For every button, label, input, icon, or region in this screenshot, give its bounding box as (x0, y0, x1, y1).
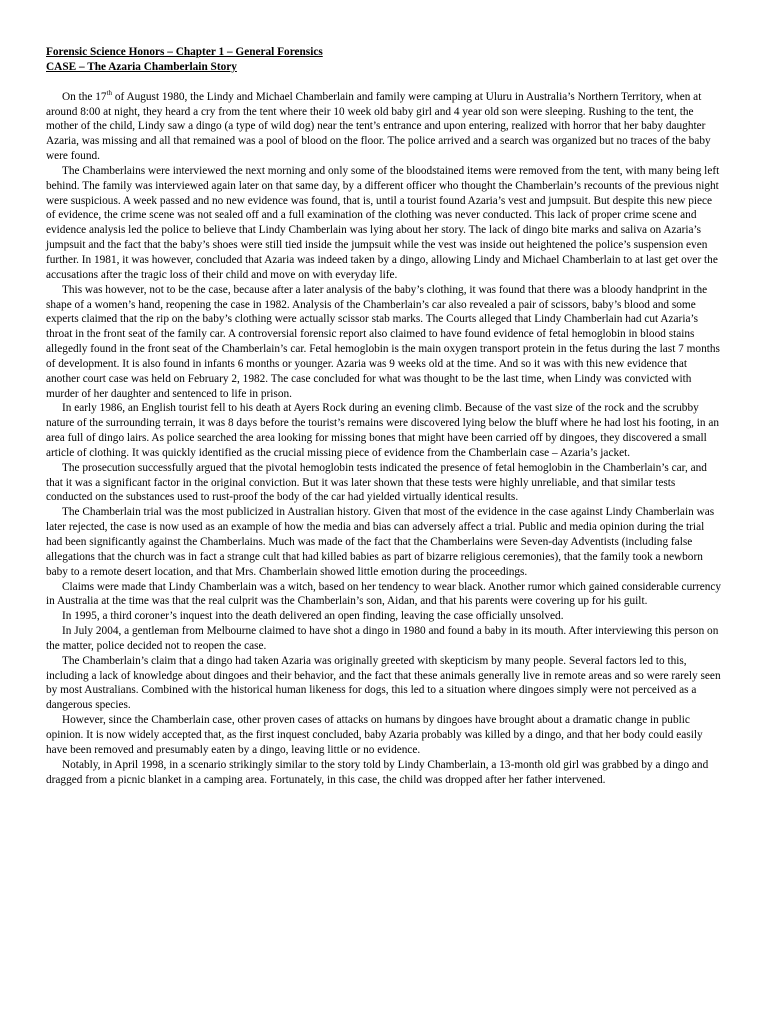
paragraph-6: The Chamberlain trial was the most publicized in Australian history. Given that most of the evidence in the case against Lindy Chamberlain was later rejected, the case is now used as an example of how the media and bias can adversely affect a trial. Public and media opinion during the trial had been significantly against the Chamberlains. Much was made of the fact that the Chamberlains were Seven-day Adventists (including false allegations that the church was in fact a strange cult that had killed babies as part of bizarre religious ceremonies), that the family took a newborn baby to a remote desert location, and that Mrs. Chamberlain showed little emotion during the proceedings. (46, 506, 715, 578)
paragraph-12: Notably, in April 1998, in a scenario strikingly similar to the story told by Lindy Chamberlain, a 13-month old girl was grabbed by a dingo and dragged from a picnic blanket in a camping area. Fortunately, in this case, the child was dropped after her father intervened. (46, 758, 709, 786)
case-title: CASE – The Azaria Chamberlain Story (46, 60, 237, 73)
paragraph-1-rest: of August 1980, the Lindy and Michael Chamberlain and family were camping at Uluru in Australia’s Northern Territory, when at around 8:00 at night, they heard a cry from the tent where their 10 week old baby girl and 4 year old son were sleeping. Rushing to the tent, the mother of the child, Lindy saw a dingo (a type of wild dog) near the tent’s entrance and upon entering, realized with horror that her baby daughter Azaria, was missing and all that remained was a pool of blood on the floor. The police arrived and a search was organized but no traces of the baby were found. (46, 90, 711, 163)
paragraph-9: In July 2004, a gentleman from Melbourne claimed to have shot a dingo in 1980 and found a baby in its mouth. After interviewing this person on the matter, police decided not to reopen the case. (46, 625, 719, 652)
document-title: Forensic Science Honors – Chapter 1 – General Forensics (46, 46, 323, 58)
paragraph-2: The Chamberlains were interviewed the next morning and only some of the bloodstained items were removed from the tent, with many being left behind. The family was interviewed again later on that same day, by a different officer who thought the Chamberlain’s recounts of the previous night were suspicious. A week passed and no new evidence was found, that is, until a tourist found Azaria’s vest and jumpsuit. But despite this new piece of evidence, the crime scene was not sealed off and a full examination of the clothing was never conducted. This lack of proper crime scene and evidence analysis led the police to believe that Lindy Chamberlain was lying about her story. The lack of dingo bite marks and saliva on Azaria’s jumpsuit and the fact that the baby’s shoes were still tied inside the jumpsuit while the vest was inside out heightened the police’s suspension even further. In 1981, it was however, concluded that Azaria was indeed taken by a dingo, allowing Lindy and Michael Chamberlain to at last get over the accusations after the tragic loss of their child and move on with everyday life. (46, 164, 720, 281)
paragraph-1-start: On the 17 (62, 90, 107, 103)
ordinal-suffix: th (106, 88, 113, 97)
title-spacer (46, 75, 722, 90)
paragraph-11: However, since the Chamberlain case, other proven cases of attacks on humans by dingoes have brought about a dramatic change in public opinion. It is now widely accepted that, as the first inquest concluded, baby Azaria probably was killed by a dingo, and that her body could easily have been removed and presumably eaten by a dingo, leaving little or no evidence. (46, 714, 703, 756)
paragraph-7: Claims were made that Lindy Chamberlain was a witch, based on her tendency to wear black. Another rumor which gained considerable currency in Australia at the time was that the real culprit was the Chamberlain’s son, Aidan, and that his parents were covering up for his guilt. (46, 580, 722, 608)
paragraph-8: In 1995, a third coroner’s inquest into the death delivered an open finding, leaving the case officially unsolved. (62, 610, 564, 623)
paragraph-10: The Chamberlain’s claim that a dingo had taken Azaria was originally greeted with skepticism by many people. Several factors led to this, including a lack of knowledge about dingoes and their behavior, and the fact that these animals generally live in remote areas and so were rarely seen by most Australians. Combined with the historical human likeness for dogs, this led to a situation where dingoes simply were not perceived as a dangerous species. (46, 654, 721, 712)
paragraph-5: The prosecution successfully argued that the pivotal hemoglobin tests indicated the presence of fetal hemoglobin in the Chamberlain’s car, and that it was a significant factor in the original conviction. But it was later shown that these tests were highly unreliable, and that similar tests conducted on the substances used to rust-proof the body of the car had yielded virtually identical results. (46, 461, 707, 504)
paragraph-3: This was however, not to be the case, because after a later analysis of the baby’s clothing, it was found that there was a bloody handprint in the shape of a women’s hand, reopening the case in 1982. Analysis of the Chamberlain’s car also revealed a pair of scissors, baby’s blood and some experts claimed that the rip on the baby’s clothing were actually scissor stab marks. The Courts alleged that Lindy Chamberlain had cut Azaria’s throat in the front seat of the family car. A controversial forensic report also claimed to have found evidence of fetal hemoglobin in blood stains allegedly found in the front seat of the Chamberlain’s car. Fetal hemoglobin is the main oxygen transport protein in the fetus during the last 7 months of development. It is also found in infants 6 months or younger. Azaria was 9 weeks old at the time. And so it was with this new evidence that another court case was held on February 2, 1982. The case concluded for what was thought to be the last time, when Lindy was convicted with murder of her daughter and sentenced to life in prison. (46, 283, 720, 400)
paragraph-4: In early 1986, an English tourist fell to his death at Ayers Rock during an evening climb. Because of the vast size of the rock and the scrubby nature of the surrounding terrain, it was 8 days before the tourist’s remains were discovered lying below the bluff where he had lost his footing, in an area full of dingo lairs. As police searched the area looking for missing bones that might have been carried off by dingoes, they discovered a small article of clothing. It was quickly identified as the crucial missing piece of evidence from the Chamberlain case – Azaria’s jacket. (46, 402, 720, 459)
document-page (46, 45, 722, 787)
paragraph-1 (46, 90, 722, 164)
